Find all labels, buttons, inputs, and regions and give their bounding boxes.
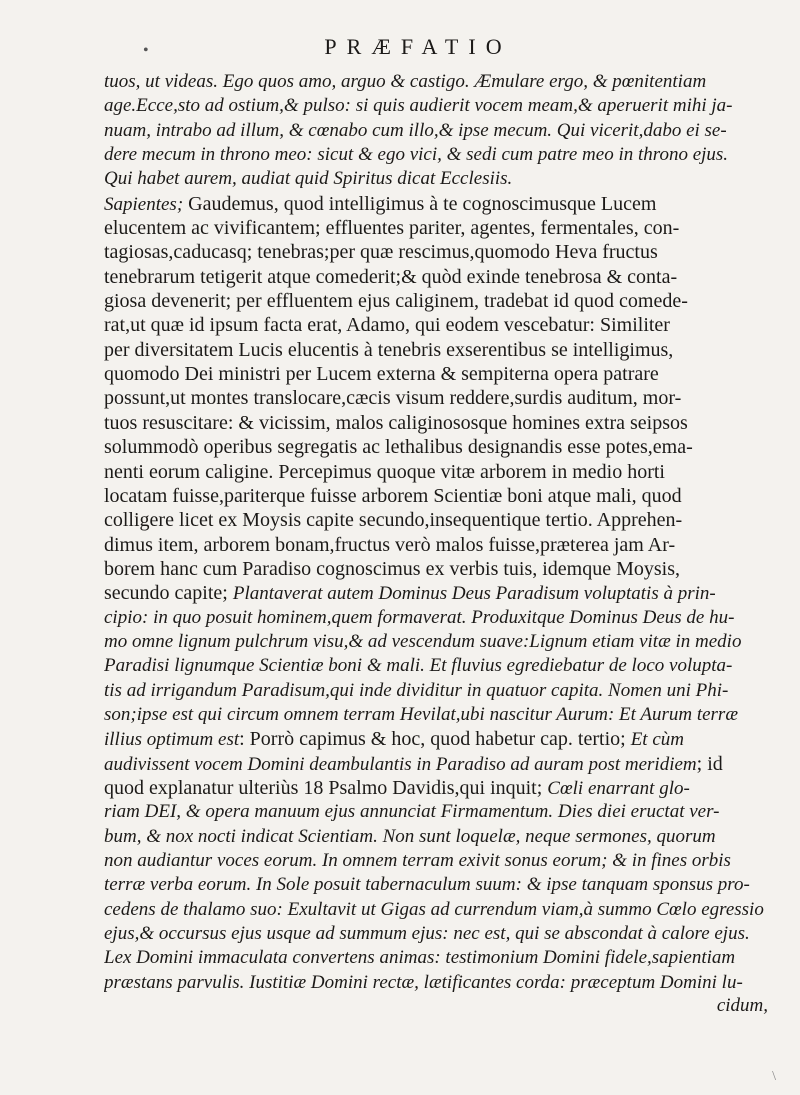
roman-segment: Gaudemus, quod intelligimus à te cognoscimusque Lucem (183, 192, 657, 215)
text-line: ejus,& occursus ejus usque ad summum ejus: nec est, qui se abscondat à calore ejus. (104, 923, 750, 945)
text-line: age.Ecce,sto ad ostium,& pulso: si quis audierit vocem meam,& aperuerit mihi ja- (104, 95, 733, 117)
text-line: colligere licet ex Moysis capite secundo,insequentique tertio. Apprehen- (104, 509, 683, 532)
text-line: dimus item, arborem bonam,fructus verò malos fuisse,præterea jam Ar- (104, 533, 676, 556)
italic-segment: Plantaverat autem Dominus Deus Paradisum voluptatis à prin- (232, 583, 716, 605)
text-line: Qui habet aurem, audiat quid Spiritus dicat Ecclesiis. (104, 168, 513, 190)
text-line: rat,ut quæ id ipsum facta erat, Adamo, qui eodem vescebatur: Similiter (104, 314, 670, 337)
text-line: terræ verba eorum. In Sole posuit tabernaculum suum: & ipse tanquam sponsus pro- (104, 874, 750, 896)
text-line: tuos, ut videas. Ego quos amo, arguo & castigo. Æmulare ergo, & pœnitentiam (104, 71, 707, 92)
catchword: cidum, (716, 995, 768, 1017)
text-line: elucentem ac vivificantem; effluentes pariter, agentes, fermentales, con- (104, 217, 680, 240)
text-line: mo omne lignum pulchrum visu,& ad vescendum suave:Lignum etiam vitæ in medio (104, 630, 742, 652)
text-line: nenti eorum caligine. Percepimus quoque vitæ arborem in medio horti (104, 460, 665, 483)
text-line: dere mecum in throno meo: sicut & ego vici, & sedi cum patre meo in throno ejus. (104, 144, 729, 166)
text-line: riam DEI, & opera manuum ejus annunciat Firmamentum. Dies diei eructat ver- (104, 801, 720, 823)
text-line: bum, & nox nocti indicat Scientiam. Non sunt loquelæ, neque sermones, quorum (104, 825, 716, 847)
body-text (104, 70, 772, 1017)
text-line: Lex Domini immaculata convertens animas: testimonium Domini fidele,sapientiam (104, 947, 736, 969)
text-line: possunt,ut montes translocare,cæcis visum reddere,surdis auditum, mor- (104, 387, 682, 410)
text-line: tenebrarum tetigerit atque comederit;& quòd exinde tenebrosa & conta- (104, 265, 678, 288)
text-line: solummodò operibus segregatis ac lethalibus designandis esse potes,ema- (104, 436, 693, 459)
roman-segment: secundo capite; (104, 582, 233, 605)
italic-segment: audivissent vocem Domini deambulantis in Paradiso ad auram post meridiem (104, 753, 697, 775)
text-line: tis ad irrigandum Paradisum,qui inde dividitur in quatuor capita. Nomen uni Phi- (104, 679, 729, 701)
text-line: præstans parvulis. Iustitiæ Domini rectæ, lætificantes corda: præceptum Domini lu- (104, 971, 743, 993)
text-line: per diversitatem Lucis elucentis à tenebris exserentibus se intelligimus, (104, 338, 674, 361)
text-line: Paradisi lignumque Scientiæ boni & mali. Et fluvius egrediebatur de loco volupta- (104, 655, 733, 677)
text-line: non audiantur voces eorum. In omnem terram exivit sonus eorum; & in fines orbis (104, 850, 731, 871)
text-line: nuam, intrabo ad illum, & cœnabo cum illo,& ipse mecum. Qui vicerit,dabo ei se- (104, 119, 727, 141)
italic-segment: illius optimum est (104, 729, 240, 751)
text-line: tagiosas,caducasq; tenebras;per quæ rescimus,quomodo Heva fructus (104, 241, 658, 264)
text-line (104, 727, 772, 751)
text-line: cedens de thalamo suo: Exultavit ut Gigas ad currendum viam,à summo Cœlo egressio (104, 898, 764, 920)
signature-mark: \ (772, 1069, 776, 1084)
italic-segment: Cœli enarrant glo- (547, 777, 690, 799)
roman-segment: ; id (696, 752, 723, 775)
text-line (104, 752, 772, 776)
roman-segment: : Porrò capimus & hoc, quod habetur cap. tertio; (239, 728, 631, 751)
text-line: locatam fuisse,pariterque fuisse arborem Scientiæ boni atque mali, quod (104, 484, 682, 507)
roman-segment: quod explanatur ulteriùs 18 Psalmo Davidis,qui inquit; (104, 776, 548, 799)
italic-segment: Et cùm (630, 729, 684, 751)
running-head: PRÆFATIO (324, 34, 512, 59)
text-line (104, 192, 772, 216)
text-line: quomodo Dei ministri per Lucem externa & sempiterna opera patrare (104, 363, 659, 386)
text-line: borem hanc cum Paradiso cognoscimus ex verbis tuis, idemque Moysis, (104, 557, 681, 580)
text-line (104, 581, 772, 605)
text-line: son;ipse est qui circum omnem terram Hevilat,ubi nascitur Aurum: Et Aurum terræ (104, 703, 738, 725)
text-line (104, 776, 772, 800)
text-line: giosa devenerit; per effluentem ejus caliginem, tradebat id quod comede- (104, 290, 688, 313)
corner-mark: • (143, 42, 149, 59)
text-line: cipio: in quo posuit hominem,quem formaverat. Produxitque Dominus Deus de hu- (104, 606, 735, 628)
text-line: tuos resuscitare: & vicissim, malos caliginososque homines extra seipsos (104, 411, 688, 434)
italic-segment: Sapientes; (104, 193, 184, 215)
